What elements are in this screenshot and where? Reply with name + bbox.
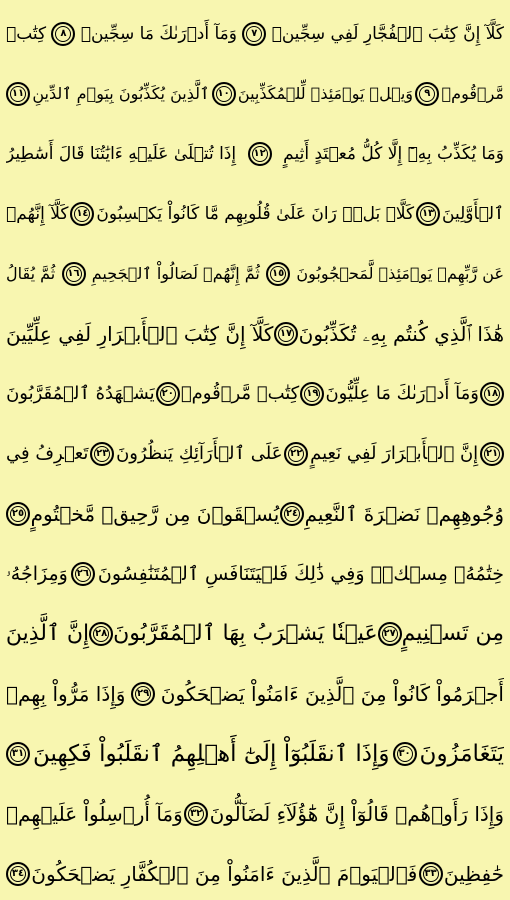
- ayah-end-circle-icon: [415, 82, 439, 106]
- verse-line: [6, 180, 504, 240]
- ayah-number: ٣٠: [398, 748, 411, 759]
- ayah-end-circle-icon: [70, 202, 94, 226]
- verse-line: [6, 780, 504, 840]
- verse-line: [6, 840, 504, 900]
- verse-line: [6, 420, 504, 480]
- ayah-number: ٨: [60, 28, 67, 39]
- ayah-number: ١٣: [421, 208, 435, 219]
- verse-text: عَيۡنٗا يَشۡرَبُ بِهَا ٱلۡمُقَرَّبُونَ: [113, 621, 378, 646]
- verse-text: ٱلۡأَوَّلِينَ: [442, 203, 504, 224]
- ayah-number: ٢٧: [383, 628, 396, 639]
- verse-line: [6, 360, 504, 420]
- verse-text: وَمَآ أَدۡرَىٰكَ مَا سِجِّينٞ: [80, 23, 237, 44]
- ayah-end-circle-icon: [71, 562, 95, 586]
- ayah-end-circle-icon: [419, 862, 443, 886]
- verse-text: وَيۡلٞ يَوۡمَئِذٖ لِّلۡمُكَذِّبِينَ: [237, 84, 414, 103]
- ayah-end-circle-icon: [280, 502, 304, 526]
- ayah-number: ٩: [424, 88, 431, 99]
- ayah-end-circle-icon: [416, 202, 440, 226]
- verse-line: [6, 300, 504, 360]
- verse-text: يَشۡهَدُهُ ٱلۡمُقَرَّبُونَ: [6, 383, 155, 404]
- verse-text: فَٱلۡيَوۡمَ ٱلَّذِينَ ءَامَنُواْ مِنَ ٱلۡكُفَّارِ يَضۡحَكُونَ: [31, 862, 418, 886]
- ayah-end-circle-icon: [300, 382, 324, 406]
- ayah-number: ٢٤: [285, 508, 299, 519]
- ayah-end-circle-icon: [393, 742, 417, 766]
- verse-text: وَمِزَاجُهُۥ: [6, 562, 68, 585]
- verse-text: أَجۡرَمُواْ كَانُواْ مِنَ ٱلَّذِينَ ءَامَنُواْ يَضۡحَكُونَ: [160, 682, 504, 706]
- ayah-end-circle-icon: [51, 22, 75, 46]
- ayah-end-circle-icon: [480, 382, 504, 406]
- verse-text: مِن تَسۡنِيمٍ: [401, 621, 504, 646]
- ayah-number: ٢٩: [137, 688, 150, 699]
- ayah-number: ٢٣: [96, 448, 109, 459]
- ayah-end-circle-icon: [62, 262, 86, 286]
- ayah-end-circle-icon: [131, 682, 155, 706]
- ayah-end-circle-icon: [6, 82, 30, 106]
- ayah-end-circle-icon: [89, 622, 113, 646]
- verse-text: إِذَا تُتۡلَىٰ عَلَيۡهِ ءَايَٰتُنَا قَالَ أَسَٰطِيرُ: [6, 143, 237, 164]
- ayah-number: ٣٣: [424, 868, 437, 879]
- verse-text: وَمَآ أَدۡرَىٰكَ مَا عِلِّيُّونَ: [325, 383, 479, 404]
- ayah-number: ١٨: [485, 388, 499, 399]
- ayah-end-circle-icon: [6, 742, 30, 766]
- ayah-end-circle-icon: [212, 82, 236, 106]
- ayah-number: ١٥: [272, 268, 285, 279]
- verse-text: وَمَآ أُرۡسِلُواْ عَلَيۡهِمۡ: [6, 802, 183, 826]
- verse-line: [6, 60, 504, 120]
- ayah-number: ١٢: [253, 148, 266, 159]
- verse-text: هَٰذَا ٱلَّذِي كُنتُم بِهِۦ تُكَذِّبُونَ: [298, 322, 504, 346]
- verse-line: [6, 480, 504, 540]
- ayah-number: ١١: [11, 88, 25, 99]
- ayah-end-circle-icon: [274, 322, 298, 346]
- ayah-number: ٢٠: [161, 388, 174, 399]
- ayah-number: ٢١: [485, 448, 499, 459]
- ayah-end-circle-icon: [90, 442, 114, 466]
- verse-text: حَٰفِظِينَ: [443, 862, 504, 886]
- ayah-number: ٢٨: [95, 628, 108, 639]
- verse-line: [6, 120, 504, 180]
- verse-text: وَإِذَا مَرُّواْ بِهِمۡ: [6, 682, 126, 706]
- verse-text: كَلَّآ إِنَّ كِتَٰبَ ٱلۡأَبۡرَارِ لَفِي عِلِّيِّينَ: [6, 322, 274, 346]
- ayah-number: ١٠: [217, 88, 230, 99]
- verse-text: تَعۡرِفُ فِي: [6, 443, 89, 464]
- ayah-number: ٣٤: [11, 868, 25, 879]
- ayah-end-circle-icon: [184, 802, 208, 826]
- verse-text: وَإِذَا ٱنقَلَبُوٓاْ إِلَىٰٓ أَهۡلِهِمُ ٱنقَلَبُواْ فَكِهِينَ: [33, 740, 390, 767]
- verse-text: يَتَغَامَزُونَ: [419, 740, 504, 767]
- verse-text: كَلَّاۖ بَلۡۜ رَانَ عَلَىٰ قُلُوبِهِم مَّا كَانُواْ يَكۡسِبُونَ: [96, 203, 415, 224]
- verse-text: كَلَّآ إِنَّهُمۡ: [6, 203, 69, 224]
- verse-line: [6, 540, 504, 600]
- ayah-number: ١٧: [279, 328, 293, 339]
- ayah-number: ٢٦: [76, 568, 89, 579]
- verse-text: عَن رَّبِّهِمۡ يَوۡمَئِذٖ لَّمَحۡجُوبُونَ: [296, 264, 504, 283]
- verse-text: خِتَٰمُهُۥ مِسۡكٞۚ وَفِي ذَٰلِكَ فَلۡيَتَنَافَسِ ٱلۡمُتَنَٰفِسُونَ: [97, 562, 504, 585]
- ayah-number: ٣١: [11, 748, 25, 759]
- verse-text: ٱلَّذِينَ يُكَذِّبُونَ بِيَوۡمِ ٱلدِّينِ: [32, 84, 210, 103]
- verse-text: وُجُوهِهِمۡ نَضۡرَةَ ٱلنَّعِيمِ: [304, 502, 504, 526]
- verse-text: ثُمَّ يُقَالُ: [6, 264, 56, 283]
- verse-text: مَّرۡقُومٞ: [441, 84, 504, 103]
- ayah-number: ٧: [251, 28, 258, 39]
- ayah-number: ١٦: [67, 268, 80, 279]
- ayah-end-circle-icon: [242, 22, 266, 46]
- verse-text: وَمَا يُكَذِّبُ بِهِۦٓ إِلَّا كُلُّ مُعۡتَدٍ أَثِيمٍ: [283, 143, 504, 164]
- ayah-end-circle-icon: [6, 862, 30, 886]
- verse-text: إِنَّ ٱلۡأَبۡرَارَ لَفِي نَعِيمٍ: [310, 443, 479, 464]
- verse-text: إِنَّ ٱلَّذِينَ: [6, 621, 90, 646]
- verse-text: ثُمَّ إِنَّهُمۡ لَصَالُواْ ٱلۡجَحِيمِ: [91, 264, 260, 283]
- verse-text: يُسۡقَوۡنَ مِن رَّحِيقٖ مَّخۡتُومٍ: [30, 502, 280, 526]
- ayah-end-circle-icon: [248, 142, 272, 166]
- ayah-number: ٣٢: [190, 808, 203, 819]
- verse-text: كِتَٰبٞ: [6, 23, 47, 44]
- ayah-number: ١٩: [306, 388, 319, 399]
- verse-line: [6, 0, 504, 60]
- ayah-number: ١٤: [76, 208, 89, 219]
- verse-text: عَلَى ٱلۡأَرَآئِكِ يَنظُرُونَ: [116, 443, 283, 464]
- ayah-end-circle-icon: [284, 442, 308, 466]
- verse-text: كِتَٰبٞ مَّرۡقُومٞ: [180, 383, 300, 404]
- ayah-end-circle-icon: [6, 502, 30, 526]
- ayah-end-circle-icon: [480, 442, 504, 466]
- ayah-end-circle-icon: [156, 382, 180, 406]
- verse-text: كَلَّآ إِنَّ كِتَٰبَ ٱلۡفُجَّارِ لَفِي سِجِّينٖ: [271, 23, 504, 44]
- verse-line: [6, 720, 504, 780]
- verse-text: وَإِذَا رَأَوۡهُمۡ قَالُوٓاْ إِنَّ هَٰٓؤُلَآءِ لَضَآلُّونَ: [209, 802, 504, 826]
- ayah-number: ٢٥: [11, 508, 25, 519]
- verse-line: [6, 600, 504, 660]
- ayah-end-circle-icon: [266, 262, 290, 286]
- verse-line: [6, 240, 504, 300]
- verse-line: [6, 660, 504, 720]
- ayah-end-circle-icon: [378, 622, 402, 646]
- ayah-number: ٢٢: [290, 448, 303, 459]
